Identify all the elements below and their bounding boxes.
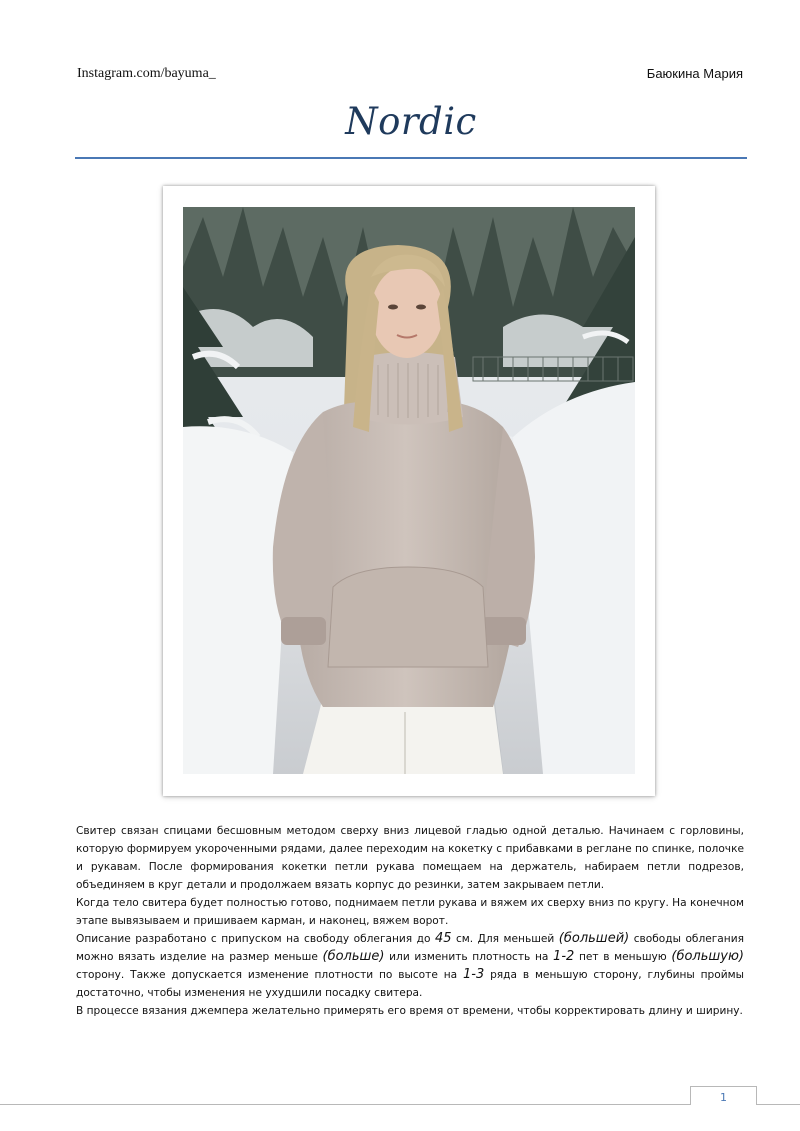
p3-part: пет в меньшую — [574, 951, 672, 963]
author-name: Баюкина Мария — [646, 66, 743, 81]
p3-emphasis: (больше) — [322, 949, 385, 964]
description-paragraph-3 — [76, 930, 744, 1002]
p3-part: свободы облегания можно вязать изделие на размер меньше — [76, 933, 744, 963]
page-title: Nordic — [345, 100, 477, 143]
pattern-description — [76, 822, 744, 1020]
ease-value: 45 — [434, 931, 452, 946]
footer-rule — [0, 1104, 800, 1105]
p3-emphasis: (большей) — [558, 931, 630, 946]
gauge-stitch-range: 1-2 — [553, 949, 575, 964]
p3-part: или изменить плотность на — [384, 951, 554, 963]
gauge-row-range: 1-3 — [462, 967, 485, 982]
p3-emphasis: (большую) — [671, 949, 744, 964]
title-divider — [75, 157, 747, 159]
instagram-handle[interactable]: Instagram.com/bayuma_ — [77, 66, 216, 81]
description-paragraph-4: В процессе вязания джемпера желательно примерять его время от времени, чтобы корректировать длину и ширину. — [76, 1005, 743, 1017]
description-paragraph-2: Когда тело свитера будет полностью готово, поднимаем петли рукава и вяжем их сверху вниз по кругу. На конечном этапе вывязываем и пришиваем карман, и наконец, вяжем ворот. — [76, 897, 744, 927]
p3-part: сторону. Также допускается изменение плотности по высоте на — [76, 969, 463, 981]
page-number: 1 — [720, 1091, 727, 1104]
p3-part: см. Для меньшей — [451, 933, 559, 945]
description-paragraph-1: Свитер связан спицами бесшовным методом сверху вниз лицевой гладью одной деталью. Начинаем с горловины, которую формируем укороченными рядами, далее переходим на кокетку с прибавками в реглане по спинке, полочке и рукавам. После формирования кокетки петли рукава помещаем на держатель, набираем петли подрезов, объединяем в круг детали и продолжаем вязать корпус до резинки, затем закрываем петли. — [76, 825, 744, 891]
photo-frame — [163, 186, 655, 796]
photo-icon — [183, 207, 635, 774]
page-number-box — [690, 1086, 757, 1105]
p3-part: Описание разработано с припуском на свободу облегания до — [76, 933, 435, 945]
p3-part: ряда в меньшую сторону, глубины проймы достаточно, чтобы изменения не ухудшили посадку свитера. — [76, 969, 745, 999]
